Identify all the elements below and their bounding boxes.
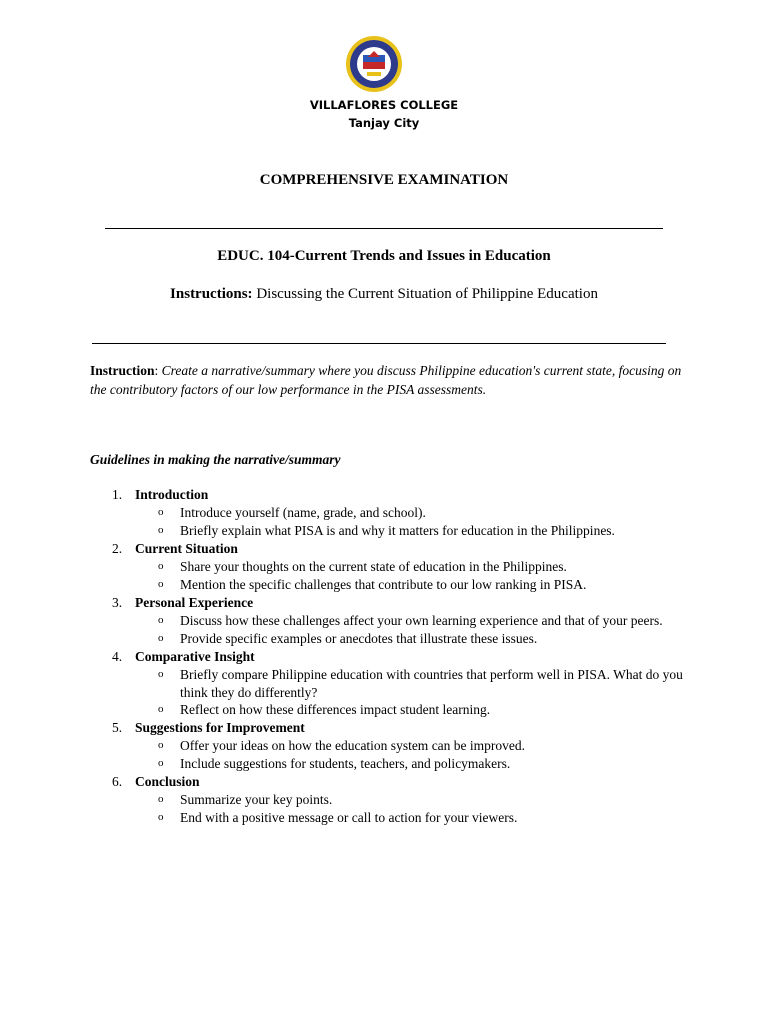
section-number: 3.	[112, 595, 123, 610]
list-item	[90, 576, 690, 594]
section-number: 4.	[112, 649, 123, 664]
bullet-icon: o	[158, 632, 164, 644]
section-title: Current Situation	[135, 541, 238, 556]
list-item	[90, 630, 690, 648]
instructions-label: Instructions:	[170, 286, 253, 302]
bullet-icon: o	[158, 524, 164, 536]
bullet-text: Discuss how these challenges affect your own learning experience and that of your peers.	[180, 613, 663, 628]
section-number: 1.	[112, 487, 123, 502]
instruction-separator: :	[154, 363, 162, 378]
list-item	[90, 719, 690, 737]
list-item	[90, 791, 690, 809]
bullet-text: Introduce yourself (name, grade, and school).	[180, 505, 426, 520]
bullet-icon: o	[158, 703, 164, 715]
section-title: Personal Experience	[135, 595, 254, 610]
instructions-text: Discussing the Current Situation of Philippine Education	[256, 286, 598, 302]
list-item	[90, 558, 690, 576]
bullet-text: Summarize your key points.	[180, 792, 333, 807]
guidelines-heading: Guidelines in making the narrative/summary	[90, 452, 341, 467]
bullet-text: Provide specific examples or anecdotes that illustrate these issues.	[180, 631, 538, 646]
bullet-text: Briefly compare Philippine education with countries that perform well in PISA. What do you think they do differently?	[180, 667, 683, 700]
instruction-label: Instruction	[90, 363, 155, 378]
bullet-text: End with a positive message or call to action for your viewers.	[180, 810, 518, 825]
section-title: Comparative Insight	[135, 649, 255, 664]
bullet-text: Mention the specific challenges that contribute to our low ranking in PISA.	[180, 577, 587, 592]
list-item	[90, 666, 690, 701]
section-title: Introduction	[135, 487, 209, 502]
section-number: 2.	[112, 541, 123, 556]
list-item	[90, 809, 690, 827]
section-title: Suggestions for Improvement	[135, 720, 305, 735]
bullet-text: Reflect on how these differences impact student learning.	[180, 702, 491, 717]
instruction-text: Create a narrative/summary where you discuss Philippine education's current state, focusing on the contributory factors of our low performance in the PISA assessments.	[90, 363, 682, 397]
bullet-text: Offer your ideas on how the education system can be improved.	[180, 738, 526, 753]
bullet-icon: o	[158, 578, 164, 590]
college-name: VILLAFLORES COLLEGE	[309, 98, 459, 112]
bullet-icon: o	[158, 793, 164, 805]
section-title: Conclusion	[135, 774, 200, 789]
course-title: EDUC. 104-Current Trends and Issues in Education	[217, 248, 551, 264]
guidelines-list	[90, 486, 690, 827]
bullet-text: Briefly explain what PISA is and why it matters for education in the Philippines.	[180, 523, 615, 538]
exam-title: COMPREHENSIVE EXAMINATION	[259, 172, 509, 188]
divider-line	[92, 343, 666, 344]
list-item	[90, 504, 690, 522]
bullet-icon: o	[158, 614, 164, 626]
list-item	[90, 612, 690, 630]
list-item	[90, 773, 690, 791]
instruction-paragraph	[90, 361, 690, 399]
bullet-icon: o	[158, 811, 164, 823]
list-item	[90, 540, 690, 558]
list-item	[90, 594, 690, 612]
college-seal-icon	[345, 35, 403, 93]
list-item	[90, 737, 690, 755]
list-item	[90, 701, 690, 719]
divider-line	[105, 228, 663, 229]
list-item	[90, 486, 690, 504]
instructions-heading	[0, 286, 768, 303]
list-item	[90, 522, 690, 540]
bullet-text: Share your thoughts on the current state of education in the Philippines.	[180, 559, 567, 574]
bullet-icon: o	[158, 560, 164, 572]
section-number: 5.	[112, 720, 123, 735]
list-item	[90, 648, 690, 666]
section-number: 6.	[112, 774, 123, 789]
bullet-icon: o	[158, 757, 164, 769]
bullet-text: Include suggestions for students, teachers, and policymakers.	[180, 756, 511, 771]
college-city: Tanjay City	[348, 116, 420, 130]
bullet-icon: o	[158, 739, 164, 751]
list-item	[90, 755, 690, 773]
bullet-icon: o	[158, 668, 164, 680]
bullet-icon: o	[158, 506, 164, 518]
